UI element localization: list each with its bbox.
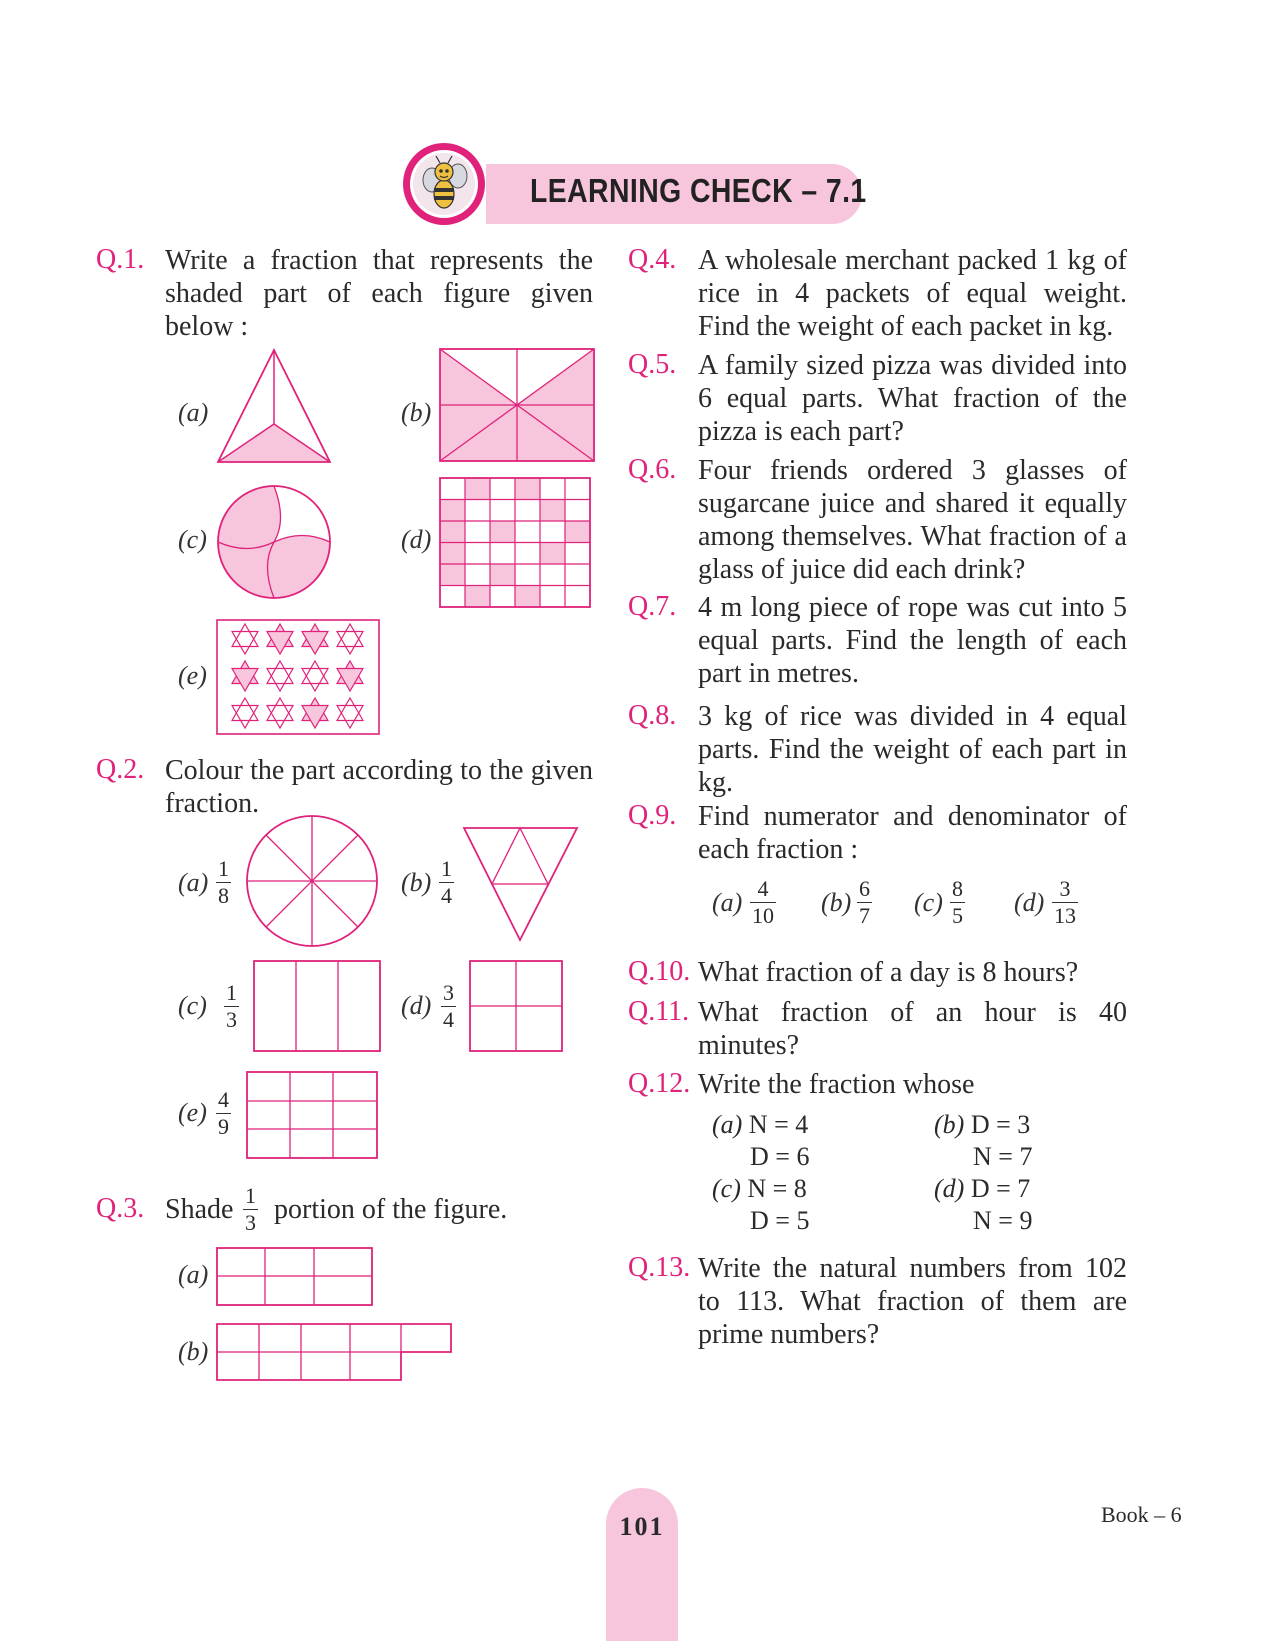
q12-c-line1: N = 8: [747, 1174, 807, 1203]
q12-item-a: [712, 1110, 808, 1140]
q2-text: Colour the part according to the given fraction.: [165, 755, 593, 819]
q1-label-e: (e): [178, 661, 207, 690]
q1-figure-e-stars: [216, 619, 380, 735]
q4-number: Q.4.: [628, 244, 677, 275]
q12-text: Write the fraction whose: [698, 1069, 975, 1100]
q2-fraction-d: [441, 981, 456, 1032]
star-shape: [302, 669, 328, 692]
q5-number: Q.5.: [628, 349, 677, 380]
q12-label-a: (a): [712, 1110, 743, 1139]
denominator: 4: [441, 883, 452, 908]
q2-label-d: (d): [401, 991, 432, 1020]
numerator: 1: [218, 856, 229, 881]
grid-cell-shaded: [515, 586, 540, 608]
q2-fraction-b: [439, 857, 454, 908]
q1-figure-d-grid: [440, 478, 590, 608]
denominator: 7: [859, 903, 870, 928]
denominator: 10: [752, 903, 774, 928]
q2-fraction-e: [216, 1088, 231, 1139]
q12-label-c: (c): [712, 1174, 741, 1203]
q2-figure-a-circle: [246, 815, 378, 947]
q11-text: What fraction of an hour is 40 minutes?: [698, 997, 1127, 1061]
denominator: 4: [443, 1007, 454, 1032]
q12-number: Q.12.: [628, 1068, 691, 1099]
q9-label-a: (a): [712, 888, 743, 917]
q3-post-text: portion of the figure.: [274, 1194, 508, 1225]
grid-cell-shaded: [540, 543, 565, 565]
q10-text: What fraction of a day is 8 hours?: [698, 957, 1079, 988]
q1-figure-a-triangle: [218, 348, 332, 464]
q8-number: Q.8.: [628, 700, 677, 731]
q1-label-d: (d): [401, 525, 432, 554]
q9-fraction-a: [750, 877, 776, 928]
q12-d-line1: D = 7: [970, 1174, 1031, 1203]
q9-label-d: (d): [1014, 888, 1045, 917]
star-shape: [267, 669, 293, 692]
page-number-tab: [606, 1488, 678, 1641]
q13-text: Write the natural numbers from 102 to 113. What fraction of them are prime numbers?: [698, 1253, 1127, 1350]
q12-a-line2: D = 6: [750, 1142, 810, 1171]
q9-number: Q.9.: [628, 800, 677, 831]
q7-text: 4 m long piece of rope was cut into 5 equal parts. Find the length of each part in metres.: [698, 592, 1127, 689]
q2-fraction-c: [224, 981, 239, 1032]
q4-text: A wholesale merchant packed 1 kg of rice in 4 packets of equal weight. Find the weight of each packet in kg.: [698, 245, 1127, 342]
q1-figure-b-rectangle: [440, 349, 594, 461]
q2-figure-c-rectangle: [253, 960, 381, 1052]
section-title: LEARNING CHECK – 7.1: [530, 172, 867, 209]
q9-fraction-d: [1052, 877, 1078, 928]
q1-label-b: (b): [401, 398, 432, 427]
grid-cell-shaded: [440, 543, 465, 565]
q1-label-c: (c): [178, 525, 207, 554]
numerator: 6: [859, 876, 870, 901]
q12-item-d: [934, 1174, 1030, 1204]
q3-fraction: [243, 1184, 258, 1235]
q2-label-a: (a): [178, 868, 209, 897]
q12-item-c: [712, 1174, 807, 1204]
q6-number: Q.6.: [628, 454, 677, 485]
q12-label-b: (b): [934, 1110, 965, 1139]
star-shape: [232, 706, 258, 729]
star-shape: [267, 661, 293, 684]
q12-item-b: [934, 1110, 1030, 1140]
q8-text: 3 kg of rice was divided in 4 equal parts. Find the weight of each part in kg.: [698, 701, 1127, 798]
numerator: 3: [1059, 876, 1071, 901]
denominator: 3: [226, 1007, 237, 1032]
grid-cell-shaded: [465, 478, 490, 500]
grid-cell-shaded: [490, 521, 515, 543]
denominator: 8: [218, 883, 229, 908]
q3-pre-text: Shade: [165, 1194, 234, 1225]
grid-cell-shaded: [440, 500, 465, 522]
q3-figure-b-grid: [216, 1323, 454, 1383]
grid-cell-shaded: [490, 564, 515, 586]
star-shape: [232, 632, 258, 655]
q13-number: Q.13.: [628, 1252, 691, 1283]
numerator: 4: [757, 876, 769, 901]
q2-fraction-a: [216, 857, 231, 908]
q6-text: Four friends ordered 3 glasses of sugarcane juice and shared it equally among themselves. What fraction of a glass of juice did each drink?: [698, 455, 1127, 585]
q12-b-line2: N = 7: [973, 1142, 1033, 1171]
q1-label-a: (a): [178, 398, 209, 427]
q5-text: A family sized pizza was divided into 6 equal parts. What fraction of the pizza is each part?: [698, 350, 1127, 447]
q9-fraction-b: [857, 877, 872, 928]
page-number: 101: [619, 1512, 665, 1541]
star-shape: [337, 706, 363, 729]
numerator: 1: [441, 856, 452, 881]
numerator: 3: [443, 980, 454, 1005]
q2-figure-e-grid: [246, 1071, 378, 1159]
numerator: 8: [952, 876, 963, 901]
q2-figure-b-triangle: [463, 826, 579, 942]
denominator: 9: [218, 1114, 229, 1139]
q3-label-b: (b): [178, 1337, 209, 1366]
q2-label-b: (b): [401, 868, 432, 897]
denominator: 5: [952, 903, 963, 928]
star-shape: [232, 698, 258, 721]
star-shape: [337, 632, 363, 655]
q1-text: Write a fraction that represents the shaded part of each figure given below :: [165, 245, 593, 342]
q2-label-c: (c): [178, 991, 207, 1020]
q12-label-d: (d): [934, 1174, 965, 1203]
q12-b-line1: D = 3: [970, 1110, 1031, 1139]
q9-text: Find numerator and denominator of each fraction :: [698, 801, 1127, 865]
q3-number: Q.3.: [96, 1193, 145, 1224]
star-shape: [267, 706, 293, 729]
star-shape: [337, 698, 363, 721]
numerator: 4: [218, 1087, 229, 1112]
denominator: 13: [1054, 903, 1076, 928]
q1-number: Q.1.: [96, 244, 145, 275]
q12-d-line2: N = 9: [973, 1206, 1033, 1235]
q2-number: Q.2.: [96, 754, 145, 785]
grid-cell-shaded: [515, 478, 540, 500]
q12-c-line2: D = 5: [750, 1206, 810, 1235]
q3-figure-a-grid: [216, 1247, 374, 1307]
q10-number: Q.10.: [628, 956, 691, 987]
grid-cell-shaded: [540, 500, 565, 522]
numerator: 1: [226, 980, 237, 1005]
denominator: 3: [245, 1210, 256, 1235]
bee-mascot-icon: [402, 142, 486, 226]
star-shape: [337, 624, 363, 647]
star-shape: [267, 698, 293, 721]
grid-cell-shaded: [565, 521, 590, 543]
grid-cell-shaded: [465, 586, 490, 608]
q11-number: Q.11.: [628, 996, 690, 1027]
q7-number: Q.7.: [628, 591, 677, 622]
grid-cell-shaded: [440, 521, 465, 543]
q9-label-b: (b): [821, 888, 852, 917]
q9-fraction-c: [950, 877, 965, 928]
q9-label-c: (c): [914, 888, 943, 917]
q2-label-e: (e): [178, 1098, 207, 1127]
q3-label-a: (a): [178, 1260, 209, 1289]
book-label: Book – 6: [1101, 1502, 1182, 1527]
q12-a-line1: N = 4: [748, 1110, 809, 1139]
star-shape: [232, 624, 258, 647]
q2-figure-d-square: [469, 960, 563, 1052]
grid-cell-shaded: [440, 564, 465, 586]
q1-figure-c-circle: [217, 485, 331, 599]
numerator: 1: [245, 1183, 256, 1208]
star-shape: [302, 661, 328, 684]
